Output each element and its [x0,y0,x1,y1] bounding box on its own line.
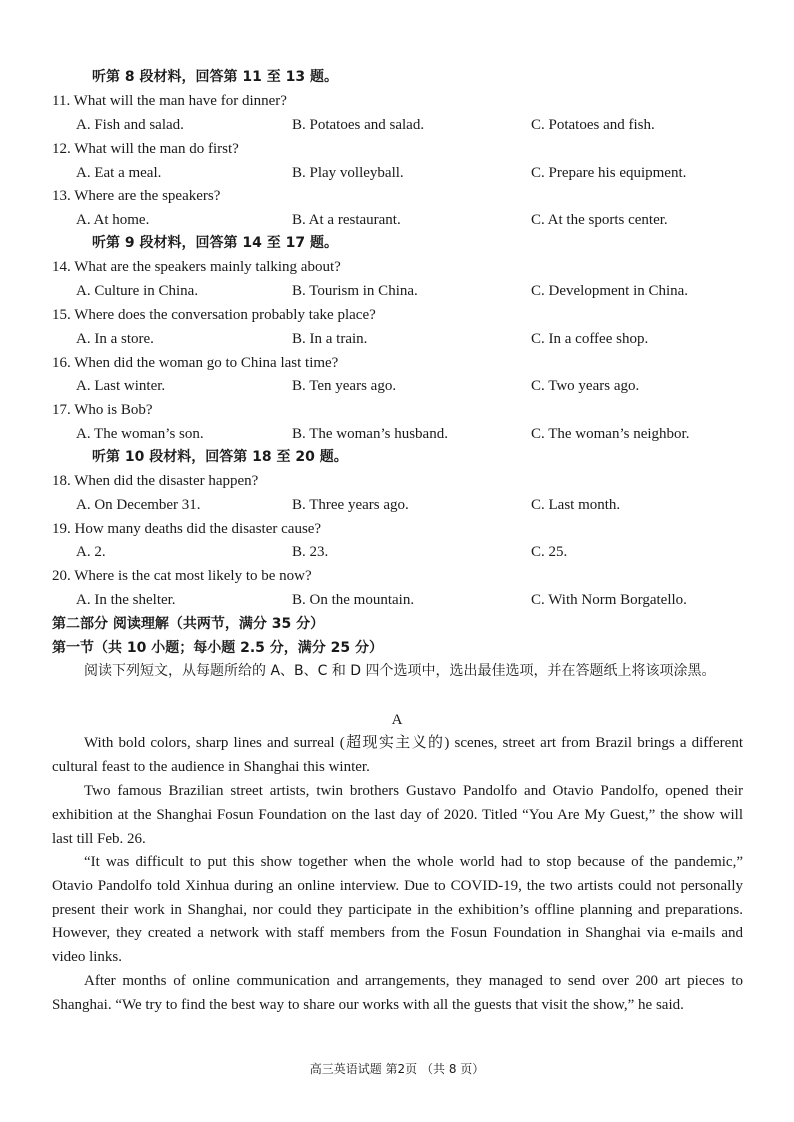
option-c: C. Prepare his equipment. [531,165,687,181]
option-a: A. On December 31. [76,497,201,513]
question-stem: 11. What will the man have for dinner? [52,93,287,109]
passage-paragraph-3: “It was difficult to put this show together when the whole world had to stop because of the pandemic,” Otavio Pandolfo told Xinhua during an online interview. Due to COVID-19, the two artists could not personally present their work in Shanghai, nor could they participate in the exhibition’s offline planning and preparations. However, they created a network with staff members from the Fosun Foundation in Shanghai via e-mails and video links. [52,854,743,966]
option-c: C. With Norm Borgatello. [531,592,687,608]
question-stem: 13. Where are the speakers? [52,188,221,204]
question-stem: 15. Where does the conversation probably take place? [52,307,376,323]
page-footer: 高三英语试题 第2页 （共 8 页） [309,1062,485,1076]
option-a: A. 2. [76,544,106,560]
option-b: B. Three years ago. [292,497,409,513]
option-b: B. Potatoes and salad. [292,117,425,133]
option-c: C. Potatoes and fish. [531,117,655,133]
part-2-title: 第二部分 阅读理解（共两节，满分 35 分） [52,616,325,632]
section-header-9: 听第 9 段材料，回答第 14 至 17 题。 [92,235,338,251]
section-header-10: 听第 10 段材料，回答第 18 至 20 题。 [92,449,348,465]
question-stem: 17. Who is Bob? [52,402,153,418]
option-a: A. In a store. [76,331,154,347]
option-c: C. Development in China. [531,283,689,299]
option-b: B. On the mountain. [292,592,415,608]
option-c: C. Last month. [531,497,621,513]
question-stem: 16. When did the woman go to China last time? [52,355,339,371]
passage-paragraph-1: With bold colors, sharp lines and surreal (超现实主义的) scenes, street art from Brazil brings a different cultural feast to the audience in Shanghai this winter. [52,735,743,775]
question-stem: 18. When did the disaster happen? [52,473,259,489]
option-a: A. Fish and salad. [76,117,184,133]
passage-paragraph-4: After months of online communication and arrangements, they managed to send over 200 art pieces to Shanghai. “We try to find the best way to share our works with all the guests that visit the show,” he said. [52,973,743,1013]
question-stem: 20. Where is the cat most likely to be now? [52,568,312,584]
option-c: C. The woman’s neighbor. [531,426,690,442]
option-b: B. In a train. [292,331,368,347]
question-stem: 14. What are the speakers mainly talking about? [52,259,341,275]
option-b: B. Tourism in China. [292,283,418,299]
option-b: B. 23. [292,544,329,560]
question-stem: 19. How many deaths did the disaster cause? [52,521,322,537]
option-a: A. Eat a meal. [76,165,162,181]
option-c: C. At the sports center. [531,212,668,228]
question-stem: 12. What will the man do first? [52,141,239,157]
option-c: C. In a coffee shop. [531,331,649,347]
section-1-title: 第一节（共 10 小题；每小题 2.5 分，满分 25 分） [52,640,384,656]
section-header-8: 听第 8 段材料，回答第 11 至 13 题。 [92,69,338,85]
passage-label: A [391,712,403,728]
reading-instruction: 阅读下列短文，从每题所给的 A、B、C 和 D 四个选项中，选出最佳选项，并在答题纸上将该项涂黑。 [84,663,716,679]
option-b: B. Play volleyball. [292,165,404,181]
option-a: A. In the shelter. [76,592,176,608]
passage-paragraph-2: Two famous Brazilian street artists, twin brothers Gustavo Pandolfo and Otavio Pandolfo, opened their exhibition at the Shanghai Fosun Foundation on the last day of 2020. Titled “You Are My Guest,” the show will last till Feb. 26. [52,783,743,847]
option-c: C. 25. [531,544,568,560]
option-a: A. Last winter. [76,378,166,394]
option-a: A. At home. [76,212,150,228]
option-a: A. Culture in China. [76,283,199,299]
option-b: B. At a restaurant. [292,212,401,228]
option-a: A. The woman’s son. [76,426,204,442]
option-b: B. Ten years ago. [292,378,397,394]
option-b: B. The woman’s husband. [292,426,448,442]
option-c: C. Two years ago. [531,378,640,394]
